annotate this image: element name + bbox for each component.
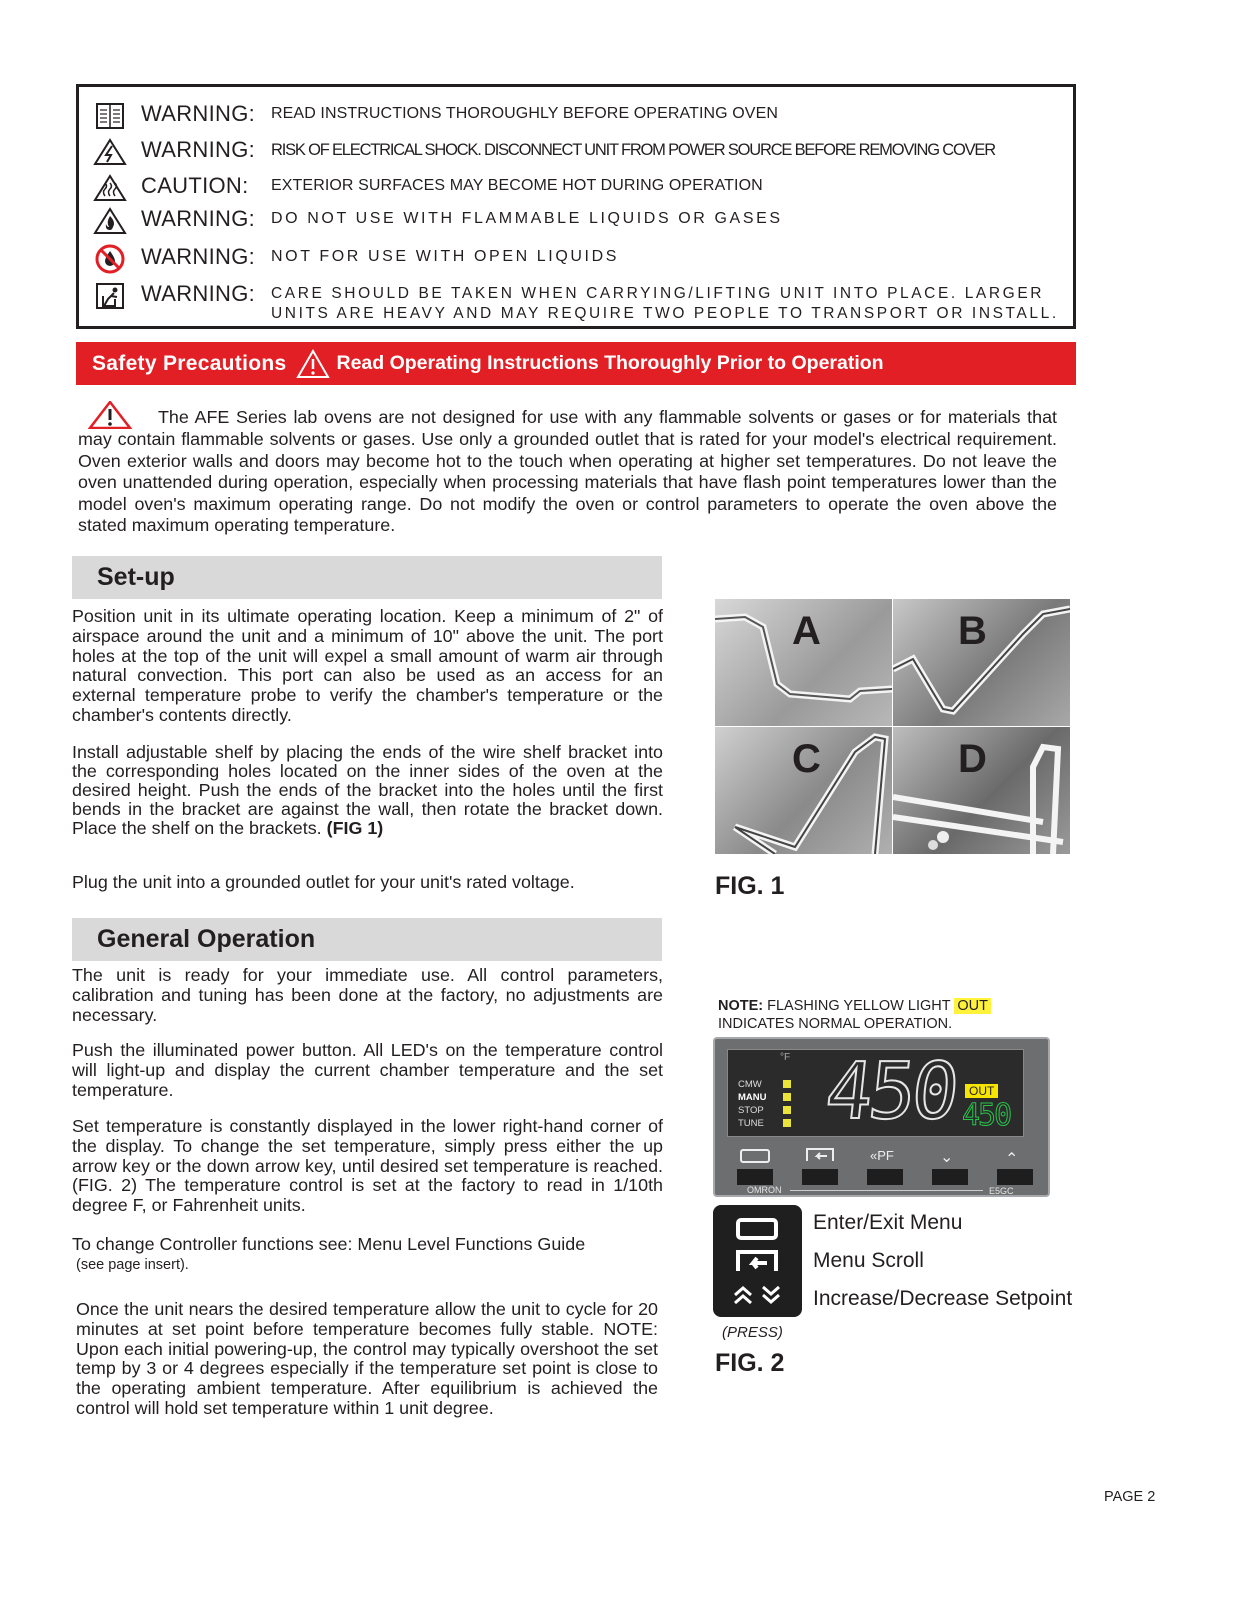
enter-exit-label: Enter/Exit Menu (813, 1211, 963, 1234)
general-operation-heading: General Operation (72, 918, 662, 961)
warning-row (93, 173, 763, 203)
flashing-light-note (718, 997, 991, 1033)
temperature-controller (713, 1037, 1050, 1197)
page-insert-note: (see page insert). (76, 1257, 189, 1273)
general-paragraph: The unit is ready for your immediate use. All control parameters, calibration and tuning has been done at the factory, no adjustments are necessary. (72, 965, 663, 1025)
warning-text: DO NOT USE WITH FLAMMABLE LIQUIDS OR GASES (271, 210, 783, 227)
warning-row (93, 244, 619, 274)
unit-indicator: °F (780, 1052, 791, 1063)
banner-title: Safety Precautions (92, 351, 287, 375)
controller-up-button[interactable] (997, 1169, 1033, 1185)
note-label: NOTE: (718, 998, 764, 1014)
general-paragraph: Set temperature is constantly displayed in the lower right-hand corner of the display. To change the set temperature, simply press either the up arrow key or the down arrow key, until desired set temperature is reached. (FIG. 2) The temperature control is set at the factory to read in 1/10th degree F, or Fahrenheit units. (72, 1116, 663, 1216)
lifting-icon (93, 281, 127, 311)
banner-subtitle: Read Operating Instructions Thoroughly Prior to Operation (336, 352, 884, 374)
mode-leds (783, 1080, 791, 1127)
increase-decrease-label: Increase/Decrease Setpoint (813, 1287, 1073, 1310)
warning-row (93, 101, 778, 131)
warning-row (93, 281, 1059, 323)
electric-shock-icon (93, 137, 127, 167)
setup-paragraph: Plug the unit into a grounded outlet for your unit's rated voltage. (72, 872, 575, 892)
warning-text-continued: UNITS ARE HEAVY AND MAY REQUIRE TWO PEOPLE TO TRANSPORT OR INSTALL. (271, 305, 1059, 322)
mode-manu: MANU (738, 1092, 767, 1103)
photo-letter-d: D (958, 737, 987, 781)
photo-letter-a: A (792, 609, 821, 653)
manual-icon (93, 101, 127, 131)
model-label: E5GC (989, 1186, 1014, 1196)
out-indicator: OUT (965, 1084, 998, 1098)
footer-line (790, 1190, 983, 1191)
warning-row (93, 137, 995, 167)
caution-triangle-icon (88, 401, 132, 429)
setup-paragraph: Position unit in its ultimate operating location. Keep a minimum of 2" of airspace around the unit and a minimum of 10" above the unit. The port holes at the top of the unit will expel a small amount of warm air through natural convection. This port can also be used as an access for an external temperature probe to verify the chamber's temperature or the chamber's contents directly. (72, 606, 663, 725)
enter-key-glyph (740, 1149, 770, 1168)
warning-text: EXTERIOR SURFACES MAY BECOME HOT DURING OPERATION (271, 177, 763, 194)
photo-c (715, 727, 892, 854)
controller-scroll-button[interactable] (802, 1169, 838, 1185)
warning-label: WARNING: (141, 281, 256, 306)
mode-indicators (738, 1078, 767, 1130)
warning-label: WARNING: (141, 101, 256, 126)
controller-pf-button[interactable] (867, 1169, 903, 1185)
press-caption: (PRESS) (722, 1324, 783, 1341)
note-text-continued: INDICATES NORMAL OPERATION. (718, 1016, 953, 1032)
setup-paragraph-text: Install adjustable shelf by placing the ends of the wire shelf bracket into the corresponding holes located on the inner sides of the oven at the desired height. Push the ends of the bracket into the holes until the first bends in the bracket are against the wall, then rotate the bracket down. Place the shelf on the brackets. (72, 742, 663, 838)
down-key-glyph: ⌄ (940, 1149, 954, 1166)
photo-letter-c: C (792, 737, 821, 781)
photo-letter-b: B (958, 609, 987, 653)
photo-d (893, 727, 1070, 854)
caution-label: CAUTION: (141, 173, 249, 198)
brand-label: OMRON (747, 1185, 782, 1195)
up-down-arrows-icon (731, 1283, 785, 1312)
out-indicator-tag: OUT (954, 998, 991, 1014)
warning-label: WARNING: (141, 244, 256, 269)
set-value: 450 (962, 1098, 1011, 1133)
controller-display (727, 1049, 1024, 1137)
mode-stop: STOP (738, 1105, 764, 1116)
menu-scroll-icon (735, 1249, 779, 1282)
warning-text: CARE SHOULD BE TAKEN WHEN CARRYING/LIFTING UNIT INTO PLACE. LARGER (271, 285, 1045, 302)
warning-label: WARNING: (141, 206, 256, 231)
safety-intro-text: The AFE Series lab ovens are not designed for use with any flammable solvents or gases or for materials that may contain flammable solvents or gases. Use only a grounded outlet that is rated for your model's electrical requirement. Oven exterior walls and doors may become hot to the touch when operating at higher set temperatures. Do not leave the oven unattended during operation, especially when processing materials that have flash point temperatures lower than the model oven's maximum operating range. Do not modify the oven or control parameters to operate the oven above the stated maximum operating temperature. (78, 407, 1057, 536)
shelf-bracket-photos (715, 599, 1070, 854)
note-text: FLASHING YELLOW LIGHT (767, 998, 951, 1014)
warning-triangle-icon (296, 349, 330, 379)
photo-a (715, 599, 892, 726)
menu-guide-reference: To change Controller functions see: Menu Level Functions Guide (72, 1234, 586, 1254)
menu-scroll-label: Menu Scroll (813, 1249, 924, 1272)
general-paragraph: Push the illuminated power button. All LED's on the temperature control will light-up and display the current chamber temperature and the set temperature. (72, 1040, 663, 1100)
fig1-label: FIG. 1 (715, 872, 785, 900)
warning-text: RISK OF ELECTRICAL SHOCK. DISCONNECT UNIT FROM POWER SOURCE BEFORE REMOVING COVER (271, 141, 995, 159)
up-key-glyph: ⌃ (1005, 1151, 1019, 1168)
mode-tune: TUNE (738, 1118, 764, 1129)
warning-row (93, 206, 783, 236)
enter-exit-icon (735, 1217, 779, 1246)
controller-button-row (715, 1143, 1048, 1191)
fig2-label: FIG. 2 (715, 1349, 785, 1377)
warning-label: WARNING: (141, 137, 256, 162)
photo-b (893, 599, 1070, 726)
pf-label: PF (877, 1148, 894, 1163)
warnings-box (76, 84, 1076, 329)
controller-down-button[interactable] (932, 1169, 968, 1185)
safety-banner (76, 342, 1076, 385)
no-liquids-icon (93, 244, 127, 274)
flammable-icon (93, 206, 127, 236)
setup-paragraph (72, 743, 663, 838)
process-value: 450 (821, 1047, 960, 1137)
hot-surface-icon (93, 173, 127, 203)
warning-text: READ INSTRUCTIONS THOROUGHLY BEFORE OPERATING OVEN (271, 105, 778, 122)
controller-mode-button[interactable] (737, 1169, 773, 1185)
general-paragraph: Once the unit nears the desired temperature allow the unit to cycle for 20 minutes at set point before temperature becomes fully stable. NOTE: Upon each initial powering-up, the control may typically overshoot the set temp by 3 or 4 degrees especially if the temperature set point is close to the operating ambient temperature. After equilibrium is achieved the control will hold set temperature within 1 unit degree. (76, 1299, 658, 1418)
mode-cmw: CMW (738, 1079, 762, 1090)
pf-key-glyph: «PF (870, 1148, 894, 1163)
fig1-reference: (FIG 1) (326, 817, 384, 838)
warning-text: NOT FOR USE WITH OPEN LIQUIDS (271, 248, 620, 265)
safety-intro (78, 401, 1057, 537)
page-number: PAGE 2 (1104, 1489, 1156, 1505)
keypad-legend-graphic (713, 1205, 802, 1317)
scroll-key-glyph (805, 1147, 835, 1170)
setup-heading: Set-up (72, 556, 662, 599)
